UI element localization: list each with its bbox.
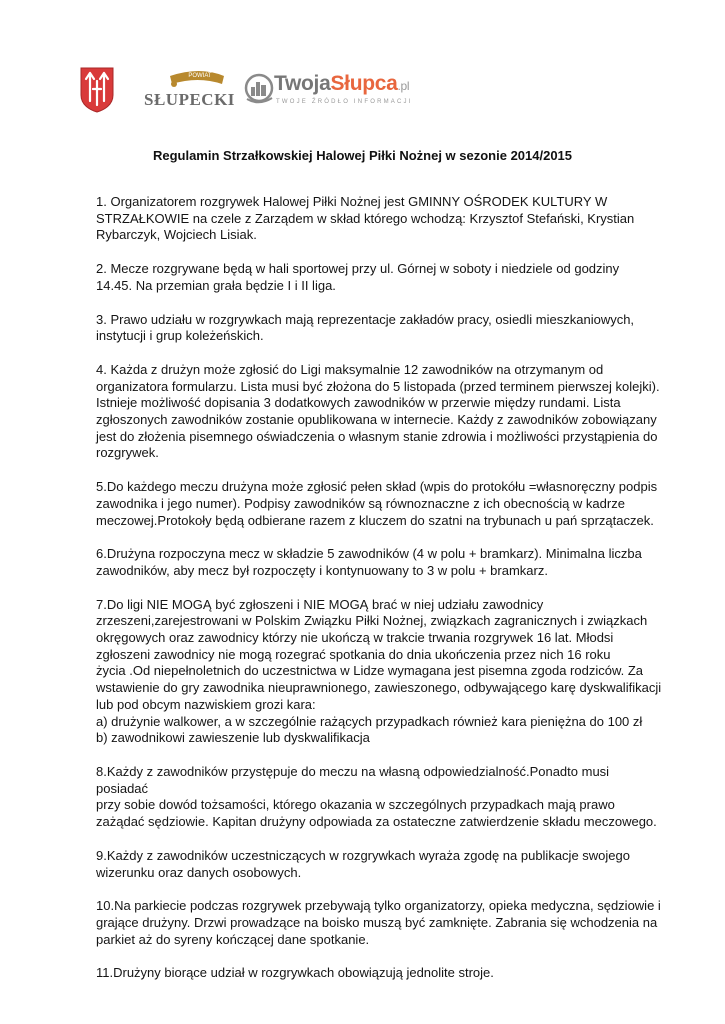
rule-paragraph-3: 3. Prawo udziału w rozgrywkach mają reprezentacje zakładów pracy, osiedli mieszkaniowych, instytucji i grup koleżeńskich.	[96, 311, 635, 344]
twojaslupca-wordmark	[274, 72, 409, 96]
city-skyline-logo-icon	[244, 72, 274, 106]
document-title: Regulamin Strzałkowskiej Halowej Piłki Nożnej w sezonie 2014/2015	[152, 148, 573, 163]
rule-paragraph-5: 5.Do każdego meczu drużyna może zgłosić pełen skład (wpis do protokółu =własnoręczny podpis zawodnika i jego numer). Podpisy zawodników są równoznaczne z ich obecnością w kadrze meczowej.Protokoły będą odbierane razem z kluczem do szatni na trybunach u pań sprzątaczek.	[96, 479, 658, 528]
coat-of-arms-icon	[80, 67, 114, 113]
regulation-body	[96, 194, 662, 999]
twoja-part2: Słupca	[330, 72, 398, 95]
rule-paragraph-8: 8.Każdy z zawodników przystępuje do meczu na własną odpowiedzialność.Ponadto musi posiadać przy sobie dowód tożsamości, którego okazania w szczególnych przypadkach mają prawo zażądać sędziowie. Kapitan drużyny odpowiada za ostateczne zatwierdzenie składu meczowego.	[96, 763, 657, 830]
twojaslupca-logo	[244, 72, 413, 106]
rule-paragraph-2: 2. Mecze rozgrywane będą w hali sportowej przy ul. Górnej w soboty i niedziele od godziny 14.45. Na przemian grała będzie I i II liga.	[96, 261, 620, 293]
slupecki-logo	[144, 70, 235, 109]
twoja-part3: .pl	[397, 79, 410, 93]
twojaslupca-tagline: TWOJE ŹRÓDŁO INFORMACJI	[276, 99, 413, 105]
slupecki-ribbon-text: POWIAT	[188, 73, 212, 79]
rule-paragraph-4: 4. Każda z drużyn może zgłosić do Ligi maksymalnie 12 zawodników na otrzymanym od organizatora formularzu. Lista musi być złożona do 5 listopada (przed terminem pierwszej kolejki). Istnieje możliwość dopisania 3 dodatkowych zawodników w przerwie między rundami. Lista zgłoszonych zawodników zostanie opublikowana w internecie. Każdy z zawodników zobowiązany jest do złożenia pisemnego oświadczenia o własnym stanie zdrowia i możliwości przystąpienia do rozgrywek.	[96, 361, 660, 461]
header-logos	[80, 64, 440, 120]
rule-paragraph-11: 11.Drużyny biorące udział w rozgrywkach obowiązują jednolite stroje.	[96, 965, 494, 981]
rule-paragraph-9: 9.Każdy z zawodników uczestniczących w rozgrywkach wyraża zgodę na publikacje swojego wizerunku oraz danych osobowych.	[96, 847, 630, 880]
rule-paragraph-7: 7.Do ligi NIE MOGĄ być zgłoszeni i NIE MOGĄ brać w niej udziału zawodnicy zrzeszeni,zarejestrowani w Polskim Związku Piłki Nożnej, związkach zagranicznych i związkach okręgowych oraz zawodnicy którzy nie ukończą w trakcie trwania rozgrywek 16 lat. Młodsi zgłoszeni zawodnicy nie mogą rozegrać spotkania do dnia ukończenia przez nich 16 roku życia .Od niepełnoletnich do uczestnictwa w Lidze wymagana jest pisemna zgoda rodziców. Za wstawienie do gry zawodnika nieuprawnionego, zawieszonego, odbywającego karę dyskwalifikacji lub pod obcym nazwiskiem grozi kara: a) drużynie walkower, a w szczególnie rażących przypadkach również kara pieniężna do 100 zł b) zawodnikowi zawieszenie lub dyskwalifikacja	[96, 596, 662, 746]
rule-paragraph-10: 10.Na parkiecie podczas rozgrywek przebywają tylko organizatorzy, opieka medyczna, sędziowie i grające drużyny. Drzwi prowadzące na boisko muszą być zamknięte. Zabrania się wchodzenia na parkiet aż do syreny kończącej dane spotkanie.	[96, 898, 661, 947]
rule-paragraph-1: 1. Organizatorem rozgrywek Halowej Piłki Nożnej jest GMINNY OŚRODEK KULTURY W STRZAŁKOWIE na czele z Zarządem w skład którego wchodzą: Krzysztof Stefański, Krystian Rybarczyk, Wojciech Lisiak.	[96, 194, 635, 243]
slupecki-wordmark: SŁUPECKI	[144, 90, 235, 109]
rule-paragraph-6: 6.Drużyna rozpoczyna mecz w składzie 5 zawodników (4 w polu + bramkarz). Minimalna liczba zawodników, aby mecz był rozpoczęty i kontynuowany to 3 w polu + bramkarz.	[96, 546, 642, 578]
twoja-part1: Twoja	[274, 72, 331, 95]
